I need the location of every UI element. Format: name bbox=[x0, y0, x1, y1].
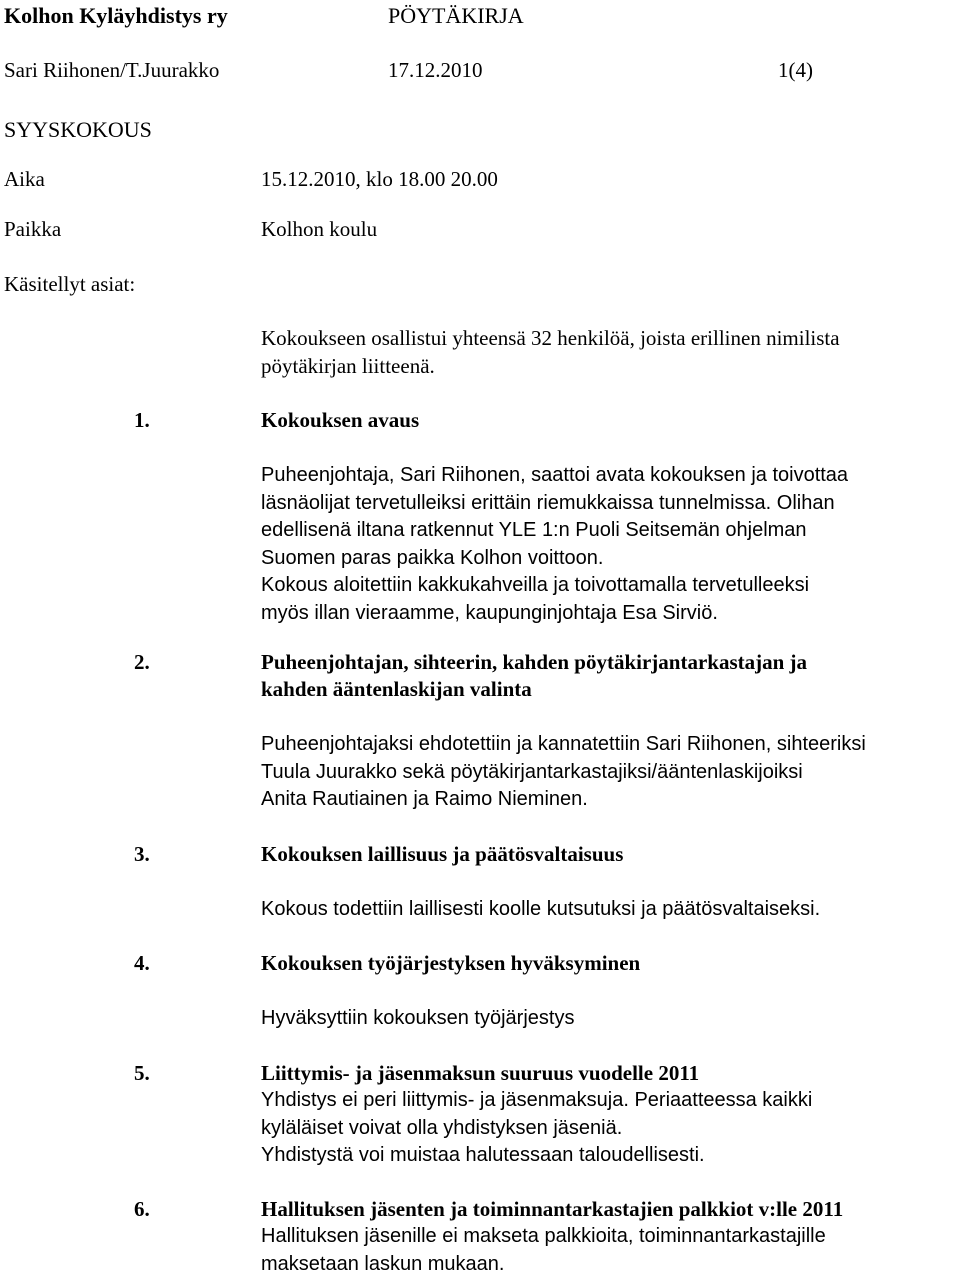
intro-line: Kokoukseen osallistui yhteensä 32 henkilöä, joista erillinen nimilista bbox=[261, 325, 941, 353]
body-line: Puheenjohtajaksi ehdotettiin ja kannatettiin Sari Riihonen, sihteeriksi bbox=[261, 731, 941, 759]
item-number: 4. bbox=[134, 950, 150, 977]
body-line: Anita Rautiainen ja Raimo Nieminen. bbox=[261, 786, 941, 814]
body-line: Kokous todettiin laillisesti koolle kutsutuksi ja päätösvaltaiseksi. bbox=[261, 896, 941, 924]
item-heading: kahden ääntenlaskijan valinta bbox=[261, 676, 532, 703]
meeting-title: SYYSKOKOUS bbox=[4, 116, 152, 143]
organization-name: Kolhon Kyläyhdistys ry bbox=[4, 2, 228, 29]
item-heading: Hallituksen jäsenten ja toiminnantarkastajien palkkiot v:lle 2011 bbox=[261, 1196, 843, 1223]
item-number: 6. bbox=[134, 1196, 150, 1223]
item-body bbox=[261, 1223, 941, 1278]
item-heading: Kokouksen laillisuus ja päätösvaltaisuus bbox=[261, 841, 623, 868]
authors: Sari Riihonen/T.Juurakko bbox=[4, 57, 219, 84]
body-line: Tuula Juurakko sekä pöytäkirjantarkastajiksi/ääntenlaskijoiksi bbox=[261, 759, 941, 787]
item-body bbox=[261, 731, 941, 814]
page-number: 1(4) bbox=[778, 57, 813, 84]
document-type: PÖYTÄKIRJA bbox=[388, 2, 524, 29]
item-number: 1. bbox=[134, 407, 150, 434]
item-heading: Kokouksen avaus bbox=[261, 407, 419, 434]
body-line: Hallituksen jäsenille ei makseta palkkioita, toiminnantarkastajille bbox=[261, 1223, 941, 1251]
item-heading: Kokouksen työjärjestyksen hyväksyminen bbox=[261, 950, 640, 977]
body-line: Hyväksyttiin kokouksen työjärjestys bbox=[261, 1005, 941, 1033]
item-number: 5. bbox=[134, 1060, 150, 1087]
item-body bbox=[261, 1005, 941, 1033]
item-heading: Liittymis- ja jäsenmaksun suuruus vuodelle 2011 bbox=[261, 1060, 699, 1087]
body-line: Yhdistys ei peri liittymis- ja jäsenmaksuja. Periaatteessa kaikki bbox=[261, 1087, 941, 1115]
body-line: Kokous aloitettiin kakkukahveilla ja toivottamalla tervetulleeksi bbox=[261, 572, 941, 600]
body-line: kyläläiset voivat olla yhdistyksen jäseniä. bbox=[261, 1115, 941, 1143]
item-body bbox=[261, 896, 941, 924]
body-line: maksetaan laskun mukaan. bbox=[261, 1251, 941, 1278]
body-line: Yhdistystä voi muistaa halutessaan taloudellisesti. bbox=[261, 1142, 941, 1170]
body-line: edellisenä iltana ratkennut YLE 1:n Puoli Seitsemän ohjelman bbox=[261, 517, 941, 545]
intro-line: pöytäkirjan liitteenä. bbox=[261, 353, 941, 381]
time-label: Aika bbox=[4, 166, 45, 193]
place-label: Paikka bbox=[4, 216, 61, 243]
topics-label: Käsitellyt asiat: bbox=[4, 271, 135, 298]
body-line: myös illan vieraamme, kaupunginjohtaja Esa Sirviö. bbox=[261, 600, 941, 628]
item-body bbox=[261, 1087, 941, 1170]
document-date: 17.12.2010 bbox=[388, 57, 483, 84]
item-body bbox=[261, 462, 941, 627]
intro-paragraph bbox=[261, 325, 941, 380]
body-line: Suomen paras paikka Kolhon voittoon. bbox=[261, 545, 941, 573]
item-number: 3. bbox=[134, 841, 150, 868]
item-number: 2. bbox=[134, 649, 150, 676]
body-line: Puheenjohtaja, Sari Riihonen, saattoi avata kokouksen ja toivottaa bbox=[261, 462, 941, 490]
item-heading: Puheenjohtajan, sihteerin, kahden pöytäkirjantarkastajan ja bbox=[261, 649, 807, 676]
time-value: 15.12.2010, klo 18.00 20.00 bbox=[261, 166, 498, 193]
place-value: Kolhon koulu bbox=[261, 216, 377, 243]
body-line: läsnäolijat tervetulleiksi erittäin riemukkaissa tunnelmissa. Olihan bbox=[261, 490, 941, 518]
